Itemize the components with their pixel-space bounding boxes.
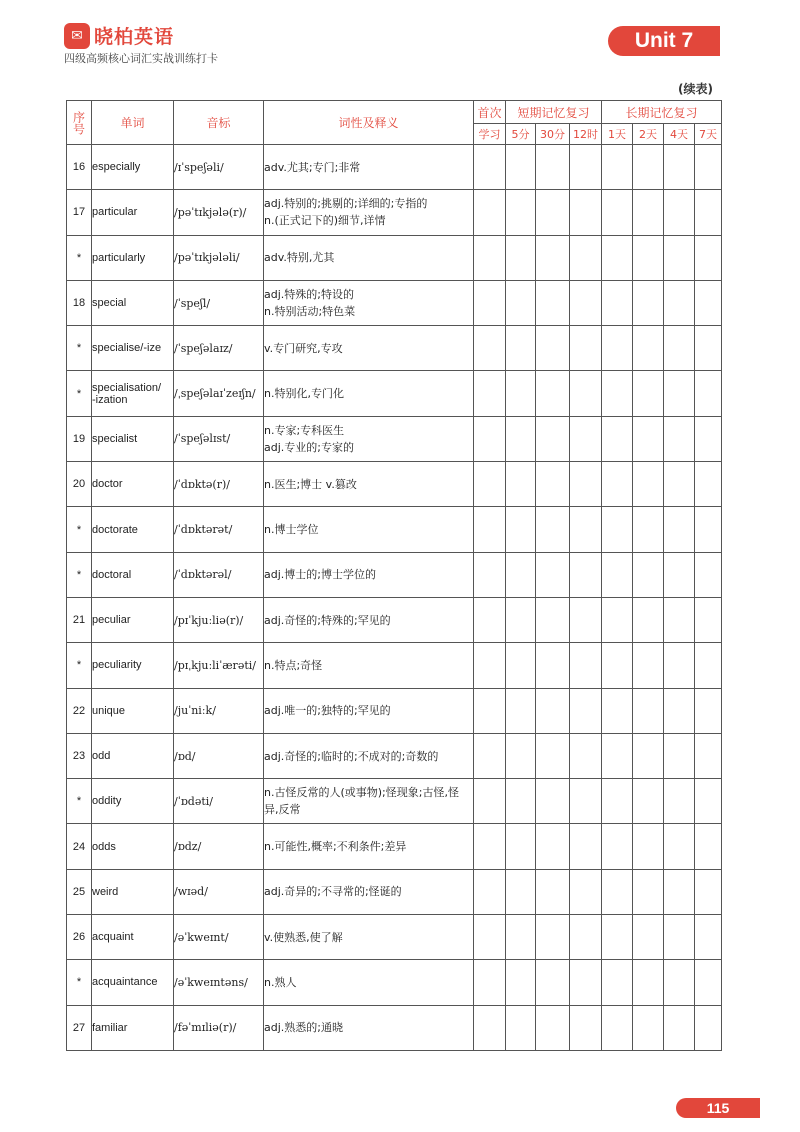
review-checkbox[interactable]	[506, 235, 536, 280]
review-checkbox[interactable]	[664, 824, 695, 869]
definition: adv.尤其;专门;非常	[264, 145, 474, 190]
review-checkbox[interactable]	[633, 869, 664, 914]
phonetic: /əˈkweɪntəns/	[174, 960, 264, 1005]
word: acquaint	[92, 915, 174, 960]
row-number: 21	[67, 597, 92, 642]
table-row	[67, 235, 722, 280]
continued-label: (续表)	[678, 82, 713, 96]
header-short-12h: 12时	[570, 124, 602, 145]
review-checkbox[interactable]	[474, 416, 506, 461]
review-checkbox[interactable]	[474, 779, 506, 824]
table-row	[67, 190, 722, 235]
review-checkbox[interactable]	[695, 235, 722, 280]
row-number: 20	[67, 462, 92, 507]
review-checkbox[interactable]	[664, 416, 695, 461]
word: peculiarity	[92, 643, 174, 688]
phonetic: /ˈɒdəti/	[174, 779, 264, 824]
brand-title: 晓柏英语	[94, 26, 175, 48]
review-checkbox[interactable]	[602, 235, 633, 280]
review-checkbox[interactable]	[695, 145, 722, 190]
review-checkbox[interactable]	[664, 643, 695, 688]
review-checkbox[interactable]	[695, 597, 722, 642]
word: doctorate	[92, 507, 174, 552]
review-checkbox[interactable]	[536, 869, 570, 914]
review-checkbox[interactable]	[474, 733, 506, 778]
review-checkbox[interactable]	[633, 688, 664, 733]
definition: n.特别化,专门化	[264, 371, 474, 416]
review-checkbox[interactable]	[570, 688, 602, 733]
phonetic: /ˈspeʃəlɪst/	[174, 416, 264, 461]
header-phonetic: 音标	[174, 101, 264, 145]
definition: n.专家;专科医生 adj.专业的;专家的	[264, 416, 474, 461]
row-number: 26	[67, 915, 92, 960]
review-checkbox[interactable]	[536, 462, 570, 507]
review-checkbox[interactable]	[570, 643, 602, 688]
review-checkbox[interactable]	[570, 779, 602, 824]
review-checkbox[interactable]	[633, 960, 664, 1005]
review-checkbox[interactable]	[664, 371, 695, 416]
row-number: *	[67, 507, 92, 552]
review-checkbox[interactable]	[570, 416, 602, 461]
review-checkbox[interactable]	[474, 507, 506, 552]
review-checkbox[interactable]	[474, 552, 506, 597]
review-checkbox[interactable]	[664, 960, 695, 1005]
vocabulary-table	[66, 100, 722, 1051]
review-checkbox[interactable]	[474, 326, 506, 371]
phonetic: /ˌspeʃəlaɪˈzeɪʃn/	[174, 371, 264, 416]
definition: adj.特别的;挑剔的;详细的;专指的 n.(正式记下的)细节,详情	[264, 190, 474, 235]
review-checkbox[interactable]	[602, 190, 633, 235]
definition: adj.熟悉的;通晓	[264, 1005, 474, 1050]
review-checkbox[interactable]	[602, 416, 633, 461]
review-checkbox[interactable]	[695, 326, 722, 371]
row-number: 16	[67, 145, 92, 190]
definition: adj.唯一的;独特的;罕见的	[264, 688, 474, 733]
review-checkbox[interactable]	[536, 190, 570, 235]
phonetic: /juˈniːk/	[174, 688, 264, 733]
phonetic: /ˈspeʃl/	[174, 280, 264, 325]
row-number: *	[67, 326, 92, 371]
review-checkbox[interactable]	[506, 145, 536, 190]
review-checkbox[interactable]	[664, 597, 695, 642]
review-checkbox[interactable]	[664, 507, 695, 552]
row-number: 24	[67, 824, 92, 869]
review-checkbox[interactable]	[536, 688, 570, 733]
phonetic: /wɪəd/	[174, 869, 264, 914]
definition: n.古怪反常的人(或事物);怪现象;古怪,怪异,反常	[264, 779, 474, 824]
review-checkbox[interactable]	[506, 915, 536, 960]
review-checkbox[interactable]	[506, 280, 536, 325]
book-subtitle: 四级高频核心词汇实战训练打卡	[64, 52, 218, 65]
review-checkbox[interactable]	[536, 235, 570, 280]
review-checkbox[interactable]	[664, 552, 695, 597]
review-checkbox[interactable]	[602, 507, 633, 552]
phonetic: /ɒdz/	[174, 824, 264, 869]
header-long-1d: 1天	[602, 124, 633, 145]
review-checkbox[interactable]	[664, 1005, 695, 1050]
definition: n.可能性,概率;不利条件;差异	[264, 824, 474, 869]
phonetic: /ˈdɒktərəl/	[174, 552, 264, 597]
review-checkbox[interactable]	[602, 371, 633, 416]
definition: n.博士学位	[264, 507, 474, 552]
review-checkbox[interactable]	[633, 190, 664, 235]
definition: n.特点;奇怪	[264, 643, 474, 688]
table-row	[67, 145, 722, 190]
table-row	[67, 552, 722, 597]
row-number: 17	[67, 190, 92, 235]
phonetic: /əˈkweɪnt/	[174, 915, 264, 960]
review-checkbox[interactable]	[633, 915, 664, 960]
word: specialise/-ize	[92, 326, 174, 371]
review-checkbox[interactable]	[570, 371, 602, 416]
word: unique	[92, 688, 174, 733]
table-row	[67, 688, 722, 733]
review-checkbox[interactable]	[570, 915, 602, 960]
brand-logo	[64, 22, 174, 49]
review-checkbox[interactable]	[633, 733, 664, 778]
review-checkbox[interactable]	[506, 733, 536, 778]
review-checkbox[interactable]	[633, 371, 664, 416]
review-checkbox[interactable]	[602, 779, 633, 824]
word: weird	[92, 869, 174, 914]
review-checkbox[interactable]	[633, 235, 664, 280]
review-checkbox[interactable]	[570, 462, 602, 507]
header-long-term: 长期记忆复习	[602, 101, 722, 124]
word: odds	[92, 824, 174, 869]
table-row	[67, 416, 722, 461]
word: specialist	[92, 416, 174, 461]
review-checkbox[interactable]	[536, 280, 570, 325]
table-row	[67, 733, 722, 778]
word: especially	[92, 145, 174, 190]
review-checkbox[interactable]	[474, 597, 506, 642]
review-checkbox[interactable]	[570, 1005, 602, 1050]
word: odd	[92, 733, 174, 778]
table-row	[67, 869, 722, 914]
header-first-sub: 学习	[474, 124, 506, 145]
review-checkbox[interactable]	[474, 190, 506, 235]
review-checkbox[interactable]	[602, 824, 633, 869]
review-checkbox[interactable]	[695, 462, 722, 507]
review-checkbox[interactable]	[633, 462, 664, 507]
row-number: 27	[67, 1005, 92, 1050]
review-checkbox[interactable]	[602, 1005, 633, 1050]
definition: v.使熟悉,使了解	[264, 915, 474, 960]
review-checkbox[interactable]	[506, 552, 536, 597]
review-checkbox[interactable]	[506, 688, 536, 733]
review-checkbox[interactable]	[506, 869, 536, 914]
header-first: 首次	[474, 101, 506, 124]
review-checkbox[interactable]	[664, 280, 695, 325]
review-checkbox[interactable]	[633, 416, 664, 461]
phonetic: /ˈdɒktə(r)/	[174, 462, 264, 507]
review-checkbox[interactable]	[664, 733, 695, 778]
header-short-term: 短期记忆复习	[506, 101, 602, 124]
review-checkbox[interactable]	[474, 235, 506, 280]
review-checkbox[interactable]	[506, 507, 536, 552]
review-checkbox[interactable]	[570, 507, 602, 552]
table-row	[67, 597, 722, 642]
review-checkbox[interactable]	[536, 507, 570, 552]
header-long-7d: 7天	[695, 124, 722, 145]
review-checkbox[interactable]	[695, 416, 722, 461]
review-checkbox[interactable]	[664, 190, 695, 235]
definition: adj.奇怪的;特殊的;罕见的	[264, 597, 474, 642]
review-checkbox[interactable]	[664, 779, 695, 824]
review-checkbox[interactable]	[695, 869, 722, 914]
review-checkbox[interactable]	[506, 597, 536, 642]
review-checkbox[interactable]	[695, 1005, 722, 1050]
review-checkbox[interactable]	[602, 462, 633, 507]
review-checkbox[interactable]	[570, 326, 602, 371]
definition: adj.奇怪的;临时的;不成对的;奇数的	[264, 733, 474, 778]
review-checkbox[interactable]	[506, 960, 536, 1005]
header-long-2d: 2天	[633, 124, 664, 145]
row-number: 22	[67, 688, 92, 733]
review-checkbox[interactable]	[602, 688, 633, 733]
review-checkbox[interactable]	[695, 915, 722, 960]
phonetic: /ɒd/	[174, 733, 264, 778]
review-checkbox[interactable]	[506, 1005, 536, 1050]
row-number: 19	[67, 416, 92, 461]
review-checkbox[interactable]	[474, 643, 506, 688]
header-word: 单词	[92, 101, 174, 145]
word: specialisation/ -ization	[92, 371, 174, 416]
review-checkbox[interactable]	[664, 915, 695, 960]
review-checkbox[interactable]	[633, 552, 664, 597]
review-checkbox[interactable]	[602, 869, 633, 914]
phonetic: /ˈdɒktərət/	[174, 507, 264, 552]
review-checkbox[interactable]	[602, 915, 633, 960]
review-checkbox[interactable]	[570, 824, 602, 869]
header-short-30min: 30分	[536, 124, 570, 145]
review-checkbox[interactable]	[633, 1005, 664, 1050]
review-checkbox[interactable]	[536, 960, 570, 1005]
phonetic: /ɪˈspeʃəli/	[174, 145, 264, 190]
review-checkbox[interactable]	[695, 688, 722, 733]
review-checkbox[interactable]	[695, 643, 722, 688]
review-checkbox[interactable]	[506, 824, 536, 869]
review-checkbox[interactable]	[474, 280, 506, 325]
review-checkbox[interactable]	[633, 280, 664, 325]
review-checkbox[interactable]	[602, 280, 633, 325]
review-checkbox[interactable]	[536, 326, 570, 371]
word: peculiar	[92, 597, 174, 642]
phonetic: /pəˈtɪkjələli/	[174, 235, 264, 280]
review-checkbox[interactable]	[602, 643, 633, 688]
header-definition: 词性及释义	[264, 101, 474, 145]
review-checkbox[interactable]	[570, 190, 602, 235]
word: doctor	[92, 462, 174, 507]
review-checkbox[interactable]	[506, 462, 536, 507]
definition: adj.奇异的;不寻常的;怪诞的	[264, 869, 474, 914]
review-checkbox[interactable]	[570, 960, 602, 1005]
review-checkbox[interactable]	[474, 869, 506, 914]
review-checkbox[interactable]	[633, 145, 664, 190]
review-checkbox[interactable]	[633, 643, 664, 688]
review-checkbox[interactable]	[474, 960, 506, 1005]
table-row	[67, 371, 722, 416]
review-checkbox[interactable]	[570, 733, 602, 778]
table-row	[67, 280, 722, 325]
table-row	[67, 462, 722, 507]
review-checkbox[interactable]	[602, 552, 633, 597]
row-number: 18	[67, 280, 92, 325]
review-checkbox[interactable]	[695, 552, 722, 597]
page-number: 115	[676, 1098, 760, 1118]
review-checkbox[interactable]	[602, 597, 633, 642]
header-short-5min: 5分	[506, 124, 536, 145]
review-checkbox[interactable]	[602, 326, 633, 371]
review-checkbox[interactable]	[695, 507, 722, 552]
review-checkbox[interactable]	[506, 643, 536, 688]
review-checkbox[interactable]	[536, 552, 570, 597]
review-checkbox[interactable]	[570, 869, 602, 914]
word: acquaintance	[92, 960, 174, 1005]
phonetic: /pɪˈkjuːliə(r)/	[174, 597, 264, 642]
review-checkbox[interactable]	[633, 326, 664, 371]
table-row	[67, 779, 722, 824]
table-row	[67, 960, 722, 1005]
review-checkbox[interactable]	[570, 552, 602, 597]
review-checkbox[interactable]	[506, 779, 536, 824]
review-checkbox[interactable]	[474, 688, 506, 733]
phonetic: /fəˈmɪliə(r)/	[174, 1005, 264, 1050]
review-checkbox[interactable]	[536, 597, 570, 642]
review-checkbox[interactable]	[474, 145, 506, 190]
review-checkbox[interactable]	[506, 371, 536, 416]
review-checkbox[interactable]	[536, 643, 570, 688]
unit-tab: Unit 7	[608, 26, 720, 56]
lock-icon: ✉	[64, 23, 90, 49]
review-checkbox[interactable]	[695, 371, 722, 416]
review-checkbox[interactable]	[506, 416, 536, 461]
review-checkbox[interactable]	[536, 733, 570, 778]
word: familiar	[92, 1005, 174, 1050]
definition: v.专门研究,专攻	[264, 326, 474, 371]
definition: adv.特别,尤其	[264, 235, 474, 280]
row-number: *	[67, 779, 92, 824]
review-checkbox[interactable]	[695, 190, 722, 235]
definition: adj.博士的;博士学位的	[264, 552, 474, 597]
table-row	[67, 643, 722, 688]
table-row	[67, 915, 722, 960]
review-checkbox[interactable]	[570, 145, 602, 190]
row-number: *	[67, 643, 92, 688]
phonetic: /pəˈtɪkjələ(r)/	[174, 190, 264, 235]
header-no: 序号	[67, 101, 92, 145]
review-checkbox[interactable]	[536, 371, 570, 416]
review-checkbox[interactable]	[474, 462, 506, 507]
word: special	[92, 280, 174, 325]
review-checkbox[interactable]	[602, 960, 633, 1005]
review-checkbox[interactable]	[602, 145, 633, 190]
review-checkbox[interactable]	[474, 824, 506, 869]
definition: n.医生;博士 v.篡改	[264, 462, 474, 507]
review-checkbox[interactable]	[602, 733, 633, 778]
review-checkbox[interactable]	[570, 597, 602, 642]
word: particularly	[92, 235, 174, 280]
review-checkbox[interactable]	[664, 688, 695, 733]
review-checkbox[interactable]	[695, 280, 722, 325]
table-row	[67, 1005, 722, 1050]
review-checkbox[interactable]	[664, 145, 695, 190]
table-row	[67, 507, 722, 552]
review-checkbox[interactable]	[536, 1005, 570, 1050]
review-checkbox[interactable]	[536, 824, 570, 869]
word: doctoral	[92, 552, 174, 597]
review-checkbox[interactable]	[570, 235, 602, 280]
row-number: *	[67, 552, 92, 597]
review-checkbox[interactable]	[695, 824, 722, 869]
word: oddity	[92, 779, 174, 824]
review-checkbox[interactable]	[695, 779, 722, 824]
row-number: *	[67, 960, 92, 1005]
review-checkbox[interactable]	[695, 960, 722, 1005]
review-checkbox[interactable]	[536, 915, 570, 960]
review-checkbox[interactable]	[633, 507, 664, 552]
review-checkbox[interactable]	[570, 280, 602, 325]
review-checkbox[interactable]	[664, 869, 695, 914]
definition: adj.特殊的;特设的 n.特别活动;特色菜	[264, 280, 474, 325]
review-checkbox[interactable]	[633, 597, 664, 642]
review-checkbox[interactable]	[536, 779, 570, 824]
row-number: 25	[67, 869, 92, 914]
review-checkbox[interactable]	[664, 235, 695, 280]
header-long-4d: 4天	[664, 124, 695, 145]
phonetic: /pɪˌkjuːliˈærəti/	[174, 643, 264, 688]
review-checkbox[interactable]	[474, 915, 506, 960]
row-number: *	[67, 235, 92, 280]
review-checkbox[interactable]	[633, 779, 664, 824]
word: particular	[92, 190, 174, 235]
review-checkbox[interactable]	[664, 326, 695, 371]
review-checkbox[interactable]	[474, 371, 506, 416]
review-checkbox[interactable]	[633, 824, 664, 869]
review-checkbox[interactable]	[474, 1005, 506, 1050]
row-number: *	[67, 371, 92, 416]
table-row	[67, 824, 722, 869]
phonetic: /ˈspeʃəlaɪz/	[174, 326, 264, 371]
definition: n.熟人	[264, 960, 474, 1005]
review-checkbox[interactable]	[506, 190, 536, 235]
review-checkbox[interactable]	[506, 326, 536, 371]
review-checkbox[interactable]	[664, 462, 695, 507]
row-number: 23	[67, 733, 92, 778]
table-row	[67, 326, 722, 371]
review-checkbox[interactable]	[536, 416, 570, 461]
review-checkbox[interactable]	[536, 145, 570, 190]
review-checkbox[interactable]	[695, 733, 722, 778]
